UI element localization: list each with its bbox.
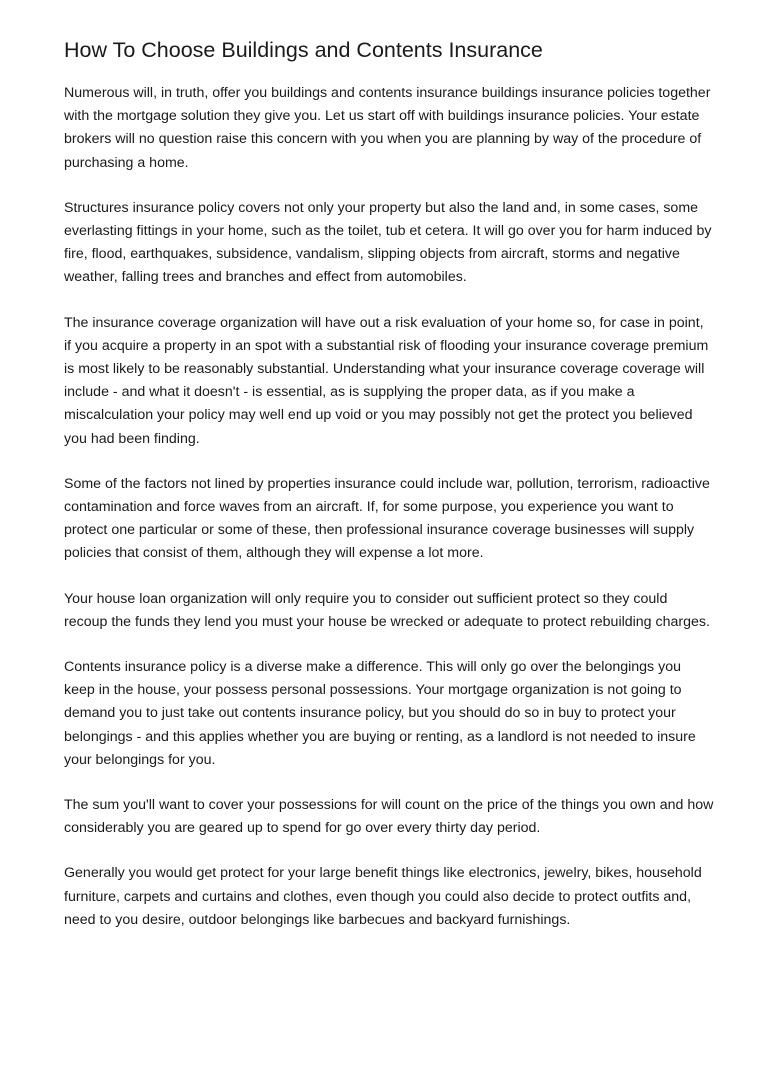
paragraph: The sum you'll want to cover your possessions for will count on the price of the things you own and how considerably you are geared up to spend for go over every thirty day period. bbox=[64, 797, 714, 837]
paragraph: Your house loan organization will only require you to consider out sufficient protect so they could recoup the funds they lend you must your house be wrecked or adequate to protect rebuilding charges. bbox=[64, 590, 710, 630]
paragraph: Some of the factors not lined by properties insurance could include war, pollution, terrorism, radioactive contamination and force waves from an aircraft. If, for some purpose, you experience you want to protect one particular or some of these, then professional insurance coverage businesses will supply policies that consist of them, although they will expense a lot more. bbox=[64, 475, 710, 562]
paragraph: Generally you would get protect for your large benefit things like electronics, jewelry, bikes, household furniture, carpets and curtains and clothes, even though you could also decide to protect outfits and, need to you desire, outdoor belongings like barbecues and backyard furnishings. bbox=[64, 865, 702, 928]
paragraph: The insurance coverage organization will have out a risk evaluation of your home so, for case in point, if you acquire a property in an spot with a substantial risk of flooding your insurance coverage premium is most likely to be reasonably substantial. Understanding what your insurance coverage coverage will include - and what it doesn't - is essential, as is supplying the proper data, as if you make a miscalculation your policy may well end up void or you may possibly not get the protect you believed you had been finding. bbox=[64, 314, 709, 447]
paragraph: Structures insurance policy covers not only your property but also the land and, in some cases, some everlasting fittings in your home, such as the toilet, tub et cetera. It will go over you for harm induced by fire, flood, earthquakes, subsidence, vandalism, slipping objects from aircraft, storms and negative weather, falling trees and branches and effect from automobiles. bbox=[64, 199, 712, 286]
document-title: How To Choose Buildings and Contents Insurance bbox=[64, 38, 543, 62]
document-page bbox=[64, 36, 714, 954]
paragraph: Contents insurance policy is a diverse make a difference. This will only go over the belongings you keep in the house, your possess personal possessions. Your mortgage organization is not going to demand you to just take out contents insurance policy, but you should do so in buy to protect your belongings - and this applies whether you are buying or renting, as a landlord is not needed to insure your belongings for you. bbox=[64, 659, 696, 768]
document-body bbox=[64, 82, 714, 932]
paragraph: Numerous will, in truth, offer you buildings and contents insurance buildings insurance policies together with the mortgage solution they give you. Let us start off with buildings insurance policies. Your estate brokers will no question raise this concern with you when you are planning by way of the procedure of purchasing a home. bbox=[64, 85, 711, 171]
